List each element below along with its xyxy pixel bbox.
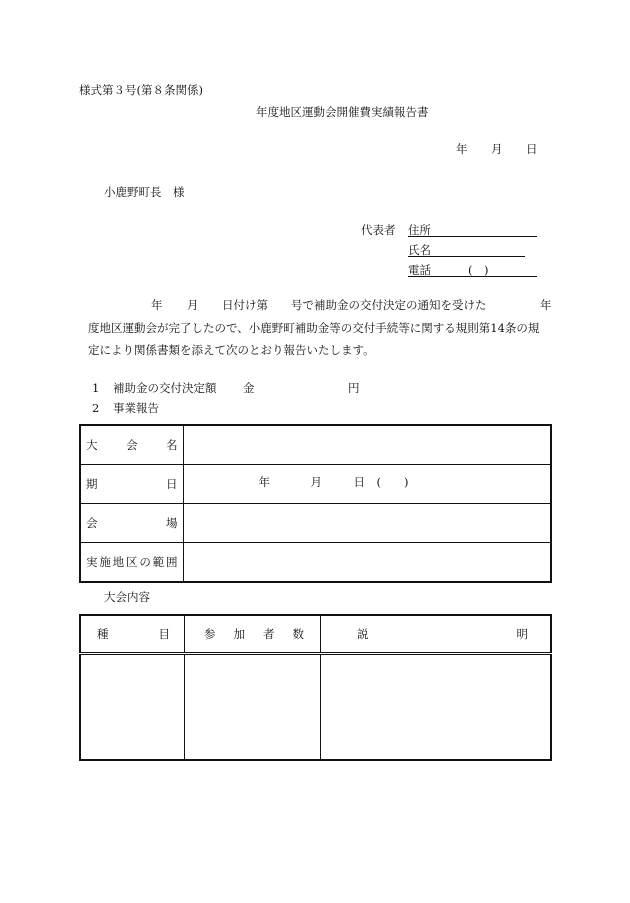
- body-year2: 年: [540, 298, 552, 312]
- table-row: [80, 465, 551, 504]
- table-row: [80, 504, 551, 543]
- header-event-type: [80, 615, 185, 654]
- table-header-row: [80, 615, 551, 654]
- header-char: 加: [233, 627, 245, 641]
- label-char: 囲: [165, 555, 178, 569]
- body-line-2: 度地区運動会が完了したので、小鹿野町補助金等の交付手続等に関する規則第14条の規: [88, 321, 540, 335]
- label-char: の: [139, 555, 151, 569]
- table-row: [80, 543, 551, 583]
- venue-value[interactable]: [183, 504, 551, 543]
- item1-yen: 円: [348, 381, 360, 395]
- header-char: 種: [97, 627, 109, 641]
- date-month: 月: [310, 475, 322, 489]
- content-table: [79, 614, 552, 761]
- header-char: 者: [263, 627, 275, 641]
- item2-number: 2: [92, 401, 100, 415]
- date-day: 日: [353, 475, 365, 489]
- participants-cell[interactable]: [185, 654, 321, 761]
- date-month-label: 月: [491, 142, 503, 156]
- label-char: 日: [166, 477, 178, 491]
- body-year: 年: [151, 298, 163, 312]
- body-day-number: 日付け第: [222, 298, 268, 312]
- header-participants: [185, 615, 321, 654]
- item1-label: 補助金の交付決定額: [113, 381, 217, 395]
- label-char: 場: [166, 516, 178, 530]
- label-char: 実: [86, 555, 98, 569]
- body-number-notice: 号で補助金の交付決定の通知を受けた: [291, 298, 487, 312]
- label-char: 期: [86, 477, 98, 491]
- venue-label: [80, 504, 183, 543]
- district-range-value[interactable]: [183, 543, 551, 583]
- address-line[interactable]: [408, 236, 537, 237]
- label-char: 施: [99, 555, 111, 569]
- label-char: 区: [125, 555, 138, 569]
- label-char: 会: [86, 516, 98, 530]
- header-char: 目: [158, 627, 170, 641]
- item2-label: 事業報告: [113, 401, 159, 415]
- body-line-3: 定により関係書類を添えて次のとおり報告いたします。: [88, 343, 375, 357]
- table-row: [80, 425, 551, 465]
- description-cell[interactable]: [321, 654, 552, 761]
- event-date-label: [80, 465, 183, 504]
- event-type-cell[interactable]: [80, 654, 185, 761]
- date-weekday-parens: ( ): [376, 475, 409, 489]
- name-line[interactable]: [408, 256, 525, 257]
- form-number: 様式第３号(第８条関係): [79, 83, 203, 97]
- address-label: 住所: [408, 223, 431, 237]
- event-name-value[interactable]: [183, 425, 551, 465]
- phone-label: 電話: [408, 263, 431, 277]
- district-range-label: [80, 543, 183, 583]
- item1-kin: 金: [243, 381, 255, 395]
- header-char: 説: [357, 627, 369, 641]
- body-month: 月: [187, 298, 199, 312]
- phone-line[interactable]: [408, 276, 537, 277]
- label-char: 大: [86, 438, 98, 452]
- addressee: 小鹿野町長 様: [104, 185, 185, 199]
- item1-number: 1: [92, 381, 100, 395]
- phone-parens: ( ): [468, 263, 489, 277]
- label-char: 名: [166, 438, 178, 452]
- label-char: 会: [126, 438, 138, 452]
- document-title: 年度地区運動会開催費実績報告書: [256, 105, 429, 119]
- label-char: 地: [112, 555, 125, 569]
- date-year-label: 年: [456, 142, 468, 156]
- date-year: 年: [258, 475, 270, 489]
- table-row: [80, 654, 551, 761]
- label-char: 範: [152, 555, 165, 569]
- report-table: [79, 424, 552, 583]
- name-label: 氏名: [408, 243, 431, 257]
- content-section-title: 大会内容: [104, 590, 150, 604]
- representative-label: 代表者: [361, 223, 396, 237]
- header-char: 数: [292, 627, 304, 641]
- header-description: [321, 615, 552, 654]
- event-date-value[interactable]: [183, 465, 551, 504]
- event-name-label: [80, 425, 183, 465]
- header-char: 明: [516, 627, 528, 641]
- date-day-label: 日: [526, 142, 538, 156]
- header-char: 参: [204, 627, 216, 641]
